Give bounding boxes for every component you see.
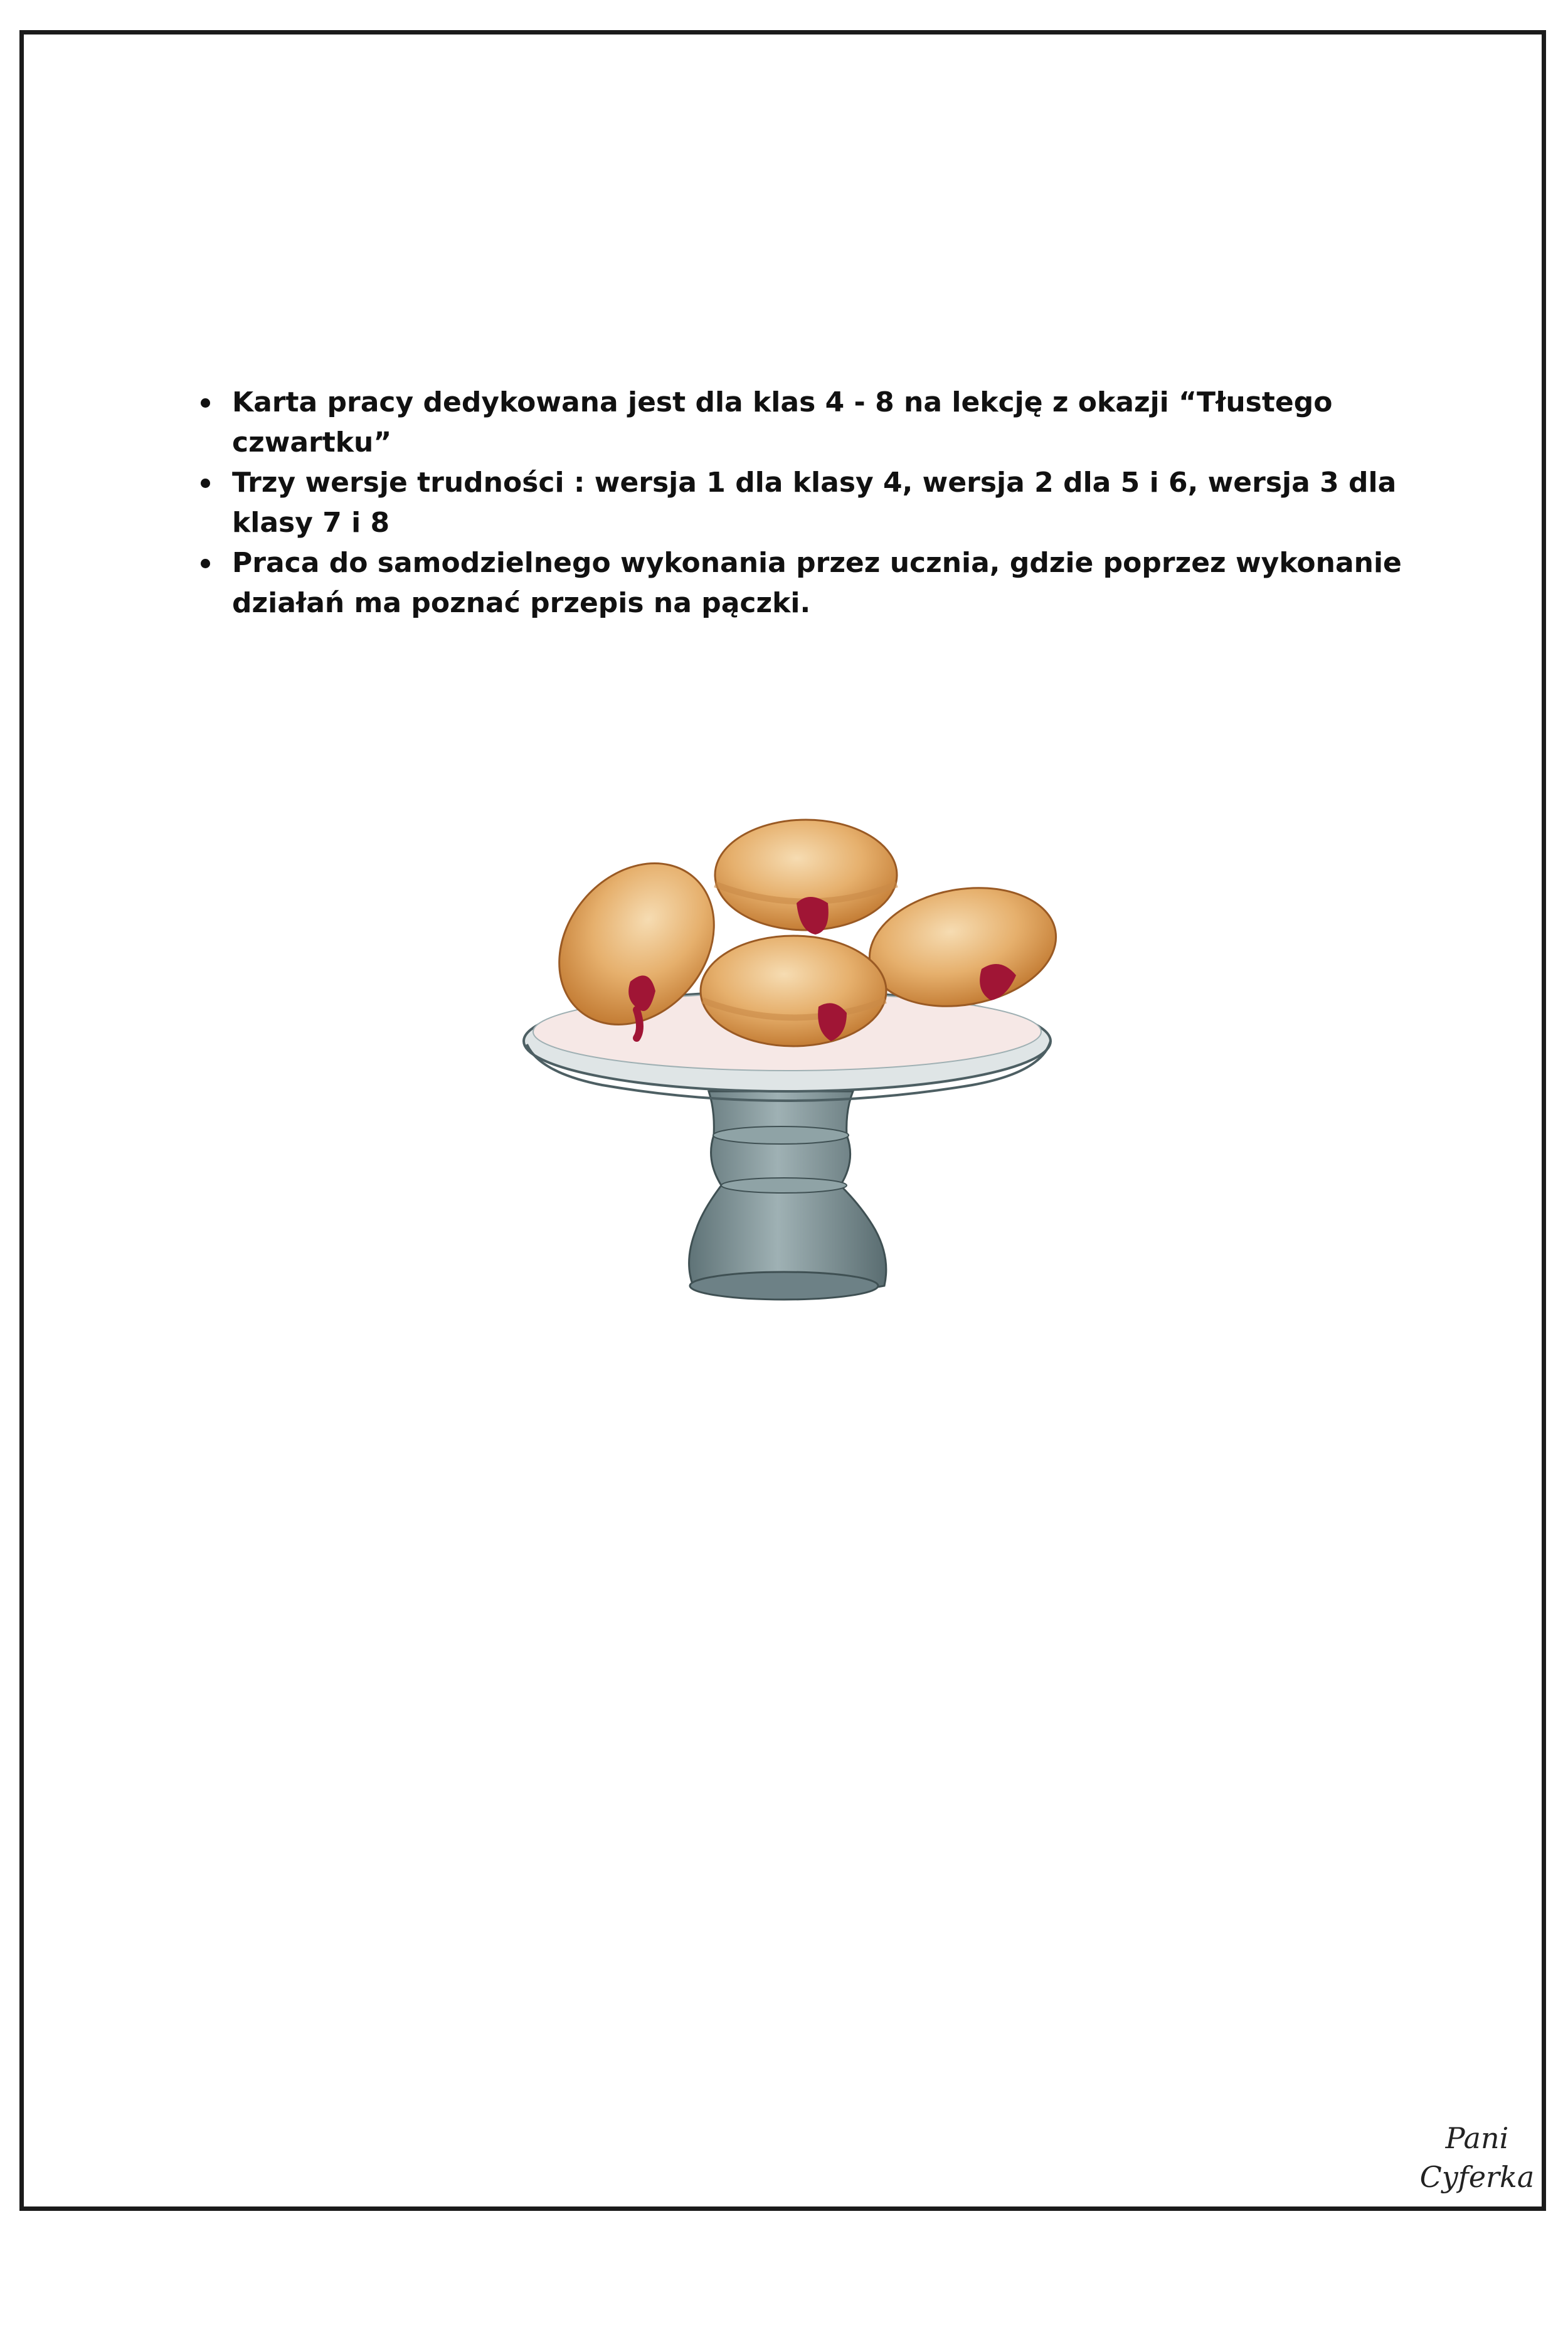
donuts-on-stand-illustration — [514, 809, 1060, 1311]
bullet-icon — [201, 479, 210, 488]
signature-line: Cyferka — [1419, 2160, 1535, 2194]
info-item-grades — [196, 383, 1425, 463]
bullet-icon — [201, 398, 210, 408]
signature-line: Pani — [1445, 2121, 1509, 2155]
info-list — [196, 383, 1425, 623]
bullet-icon — [201, 559, 210, 568]
author-signature — [1414, 2119, 1540, 2213]
info-text: Trzy wersje trudności : wersja 1 dla klasy 4, wersja 2 dla 5 i 6, wersja 3 dla klasy 7 i 8 — [232, 467, 1397, 539]
donut — [715, 820, 897, 935]
info-item-versions — [196, 463, 1425, 543]
info-text: Praca do samodzielnego wykonania przez ucznia, gdzie poprzez wykonanie działań ma poznać przepis na pączki. — [232, 547, 1402, 619]
info-text: Karta pracy dedykowana jest dla klas 4 - 8 na lekcję z okazji “Tłustego czwartku” — [232, 386, 1333, 458]
donut — [701, 936, 886, 1046]
info-item-task — [196, 543, 1425, 623]
